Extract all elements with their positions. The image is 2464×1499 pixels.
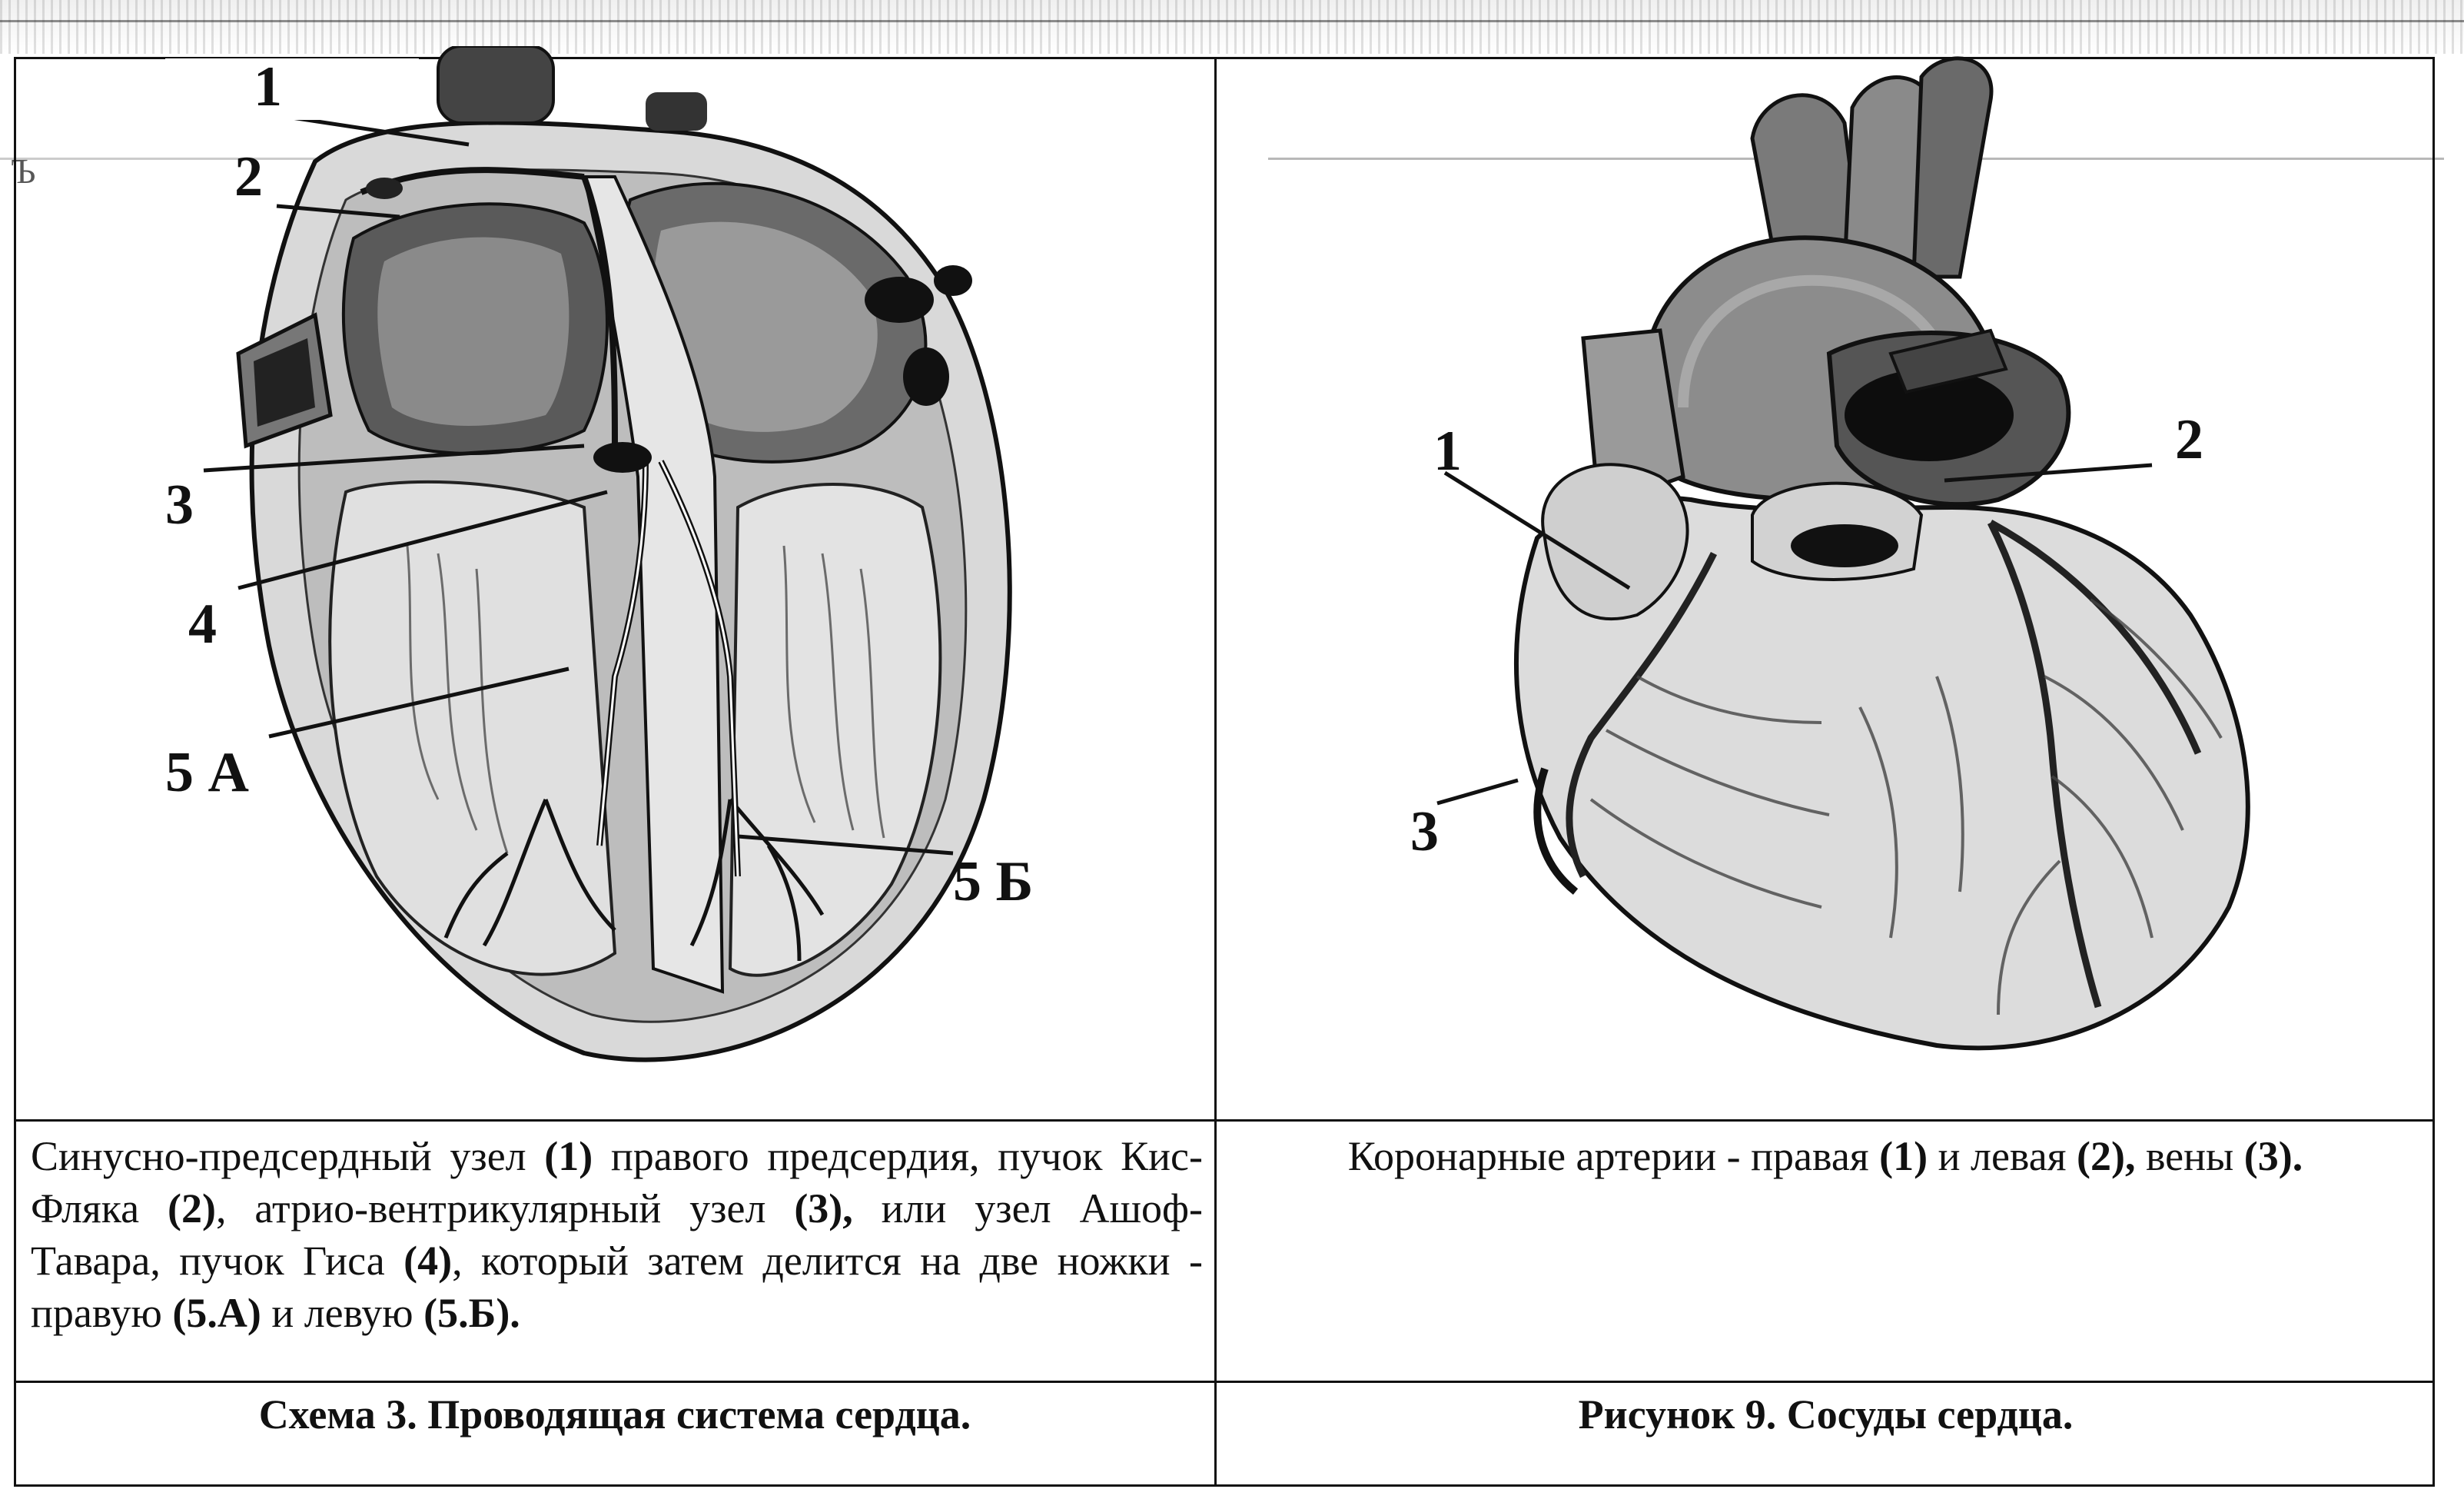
desc-ref: (1) [1879,1133,1928,1179]
label-sa-node: 1 [254,55,282,118]
desc-ref: (2) [168,1185,217,1231]
right-description [1230,1130,2421,1182]
label-cardiac-veins: 3 [1410,800,1439,863]
label-right-bundle-branch: 5 А [165,741,249,804]
label-left-coronary-artery: 2 [2175,408,2203,471]
left-caption: Схема 3. Проводящая система сердца. [258,1391,971,1438]
desc-ref: (4) [403,1238,453,1284]
label-kis-flack-bundle: 2 [234,145,263,208]
label-av-node: 3 [165,474,194,537]
desc-text: , который затем делится на две ножки - правую [31,1238,1203,1336]
label-plate [165,55,419,120]
right-caption: Рисунок 9. Сосуды сердца. [1578,1391,2074,1438]
label-right-coronary-artery: 1 [1433,420,1462,483]
left-description [31,1130,1203,1339]
desc-ref: (2), [2077,1133,2136,1179]
desc-text: вены [2135,1133,2244,1179]
desc-text: правого предсердия, пучок Кис-Фляка [31,1133,1203,1231]
desc-text: , атрио-вентрикулярный узел [216,1185,795,1231]
desc-text: и левую [261,1290,424,1336]
desc-ref: (5.Б). [423,1290,520,1336]
desc-text: или узел Ашоф-Тавара, пучок Гиса [31,1185,1203,1284]
label-left-bundle-branch: 5 Б [953,850,1034,913]
desc-text: Коронарные артерии - правая [1347,1133,1880,1179]
right-leader-lines [1214,0,2464,1122]
desc-ref: (5.А) [172,1290,261,1336]
desc-ref: (3), [794,1185,853,1231]
desc-ref: (1) [544,1133,593,1179]
label-his-bundle: 4 [188,593,217,656]
row-divider-caption [14,1381,2435,1383]
left-leader-lines [0,0,1230,1122]
desc-ref: (3). [2243,1133,2303,1179]
desc-text: Синусно-предсердный узел [31,1133,545,1179]
stray-scan-mark: Ъ [11,151,36,191]
desc-text: и левая [1928,1133,2077,1179]
